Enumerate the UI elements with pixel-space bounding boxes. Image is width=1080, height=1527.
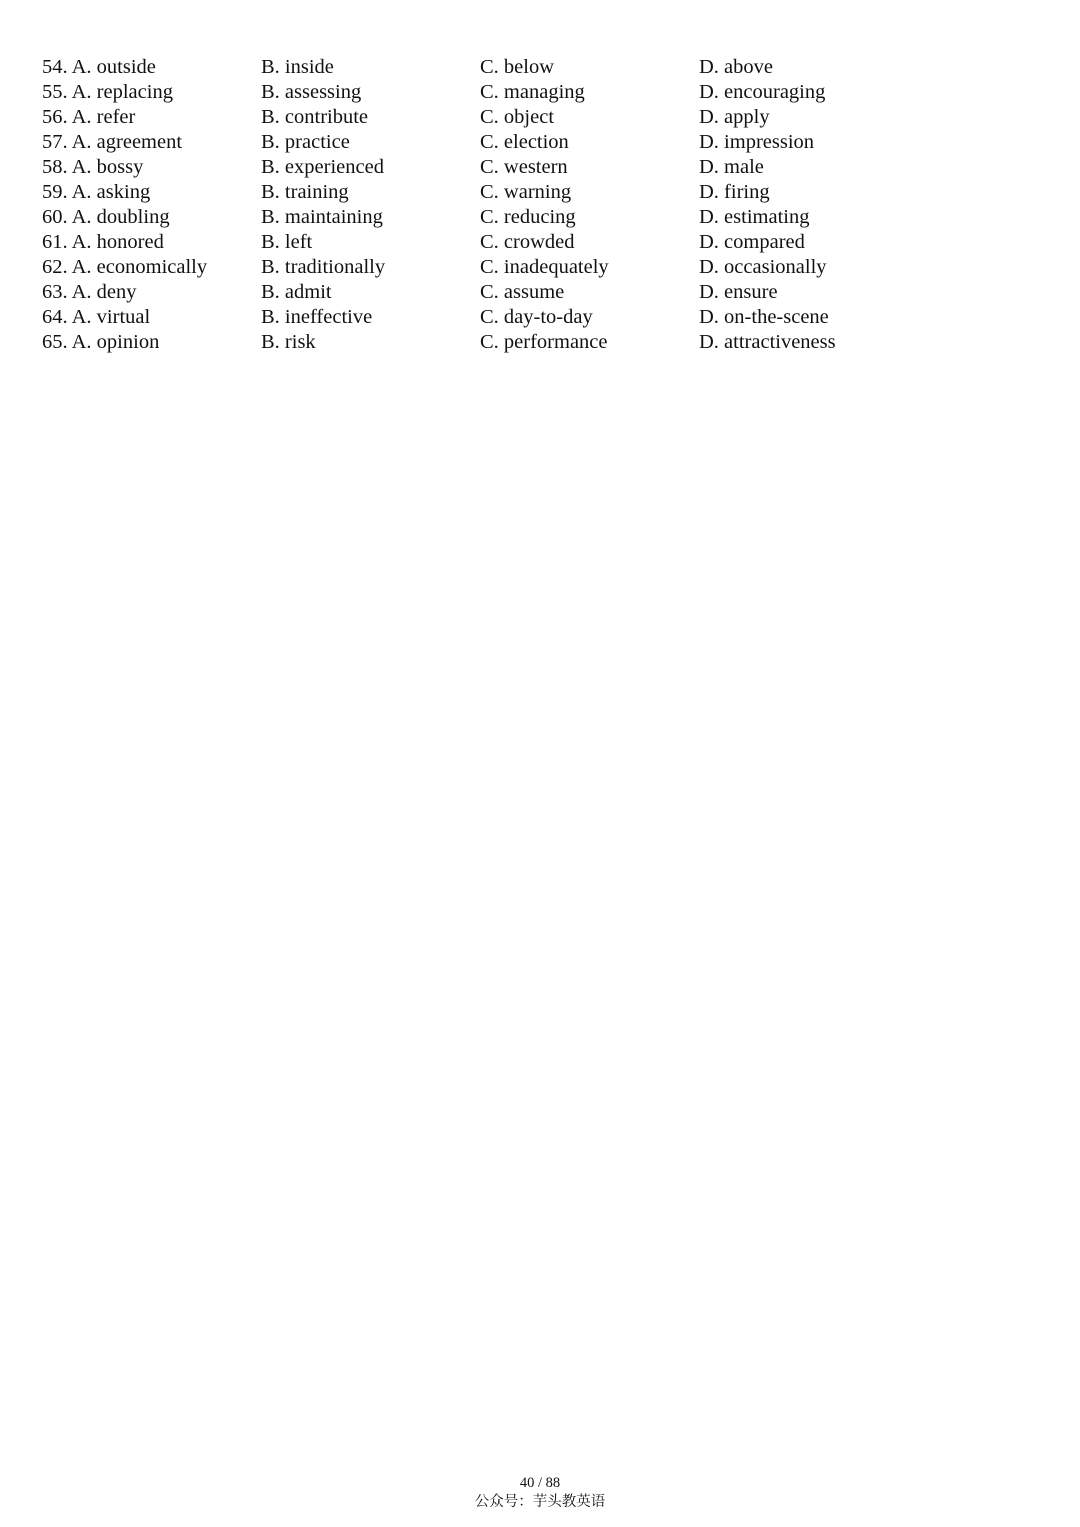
question-row-64 [42,305,942,330]
option-a [42,180,261,205]
option-b: B. practice [261,131,350,153]
option-b: B. ineffective [261,306,373,328]
option-c: C. managing [480,81,585,103]
option-a-text: A. economically [71,256,208,278]
option-a-text: A. refer [71,106,136,128]
question-number: 56. [42,106,68,128]
question-row-62 [42,255,942,280]
option-c: C. election [480,131,569,153]
option-a [42,105,261,130]
question-number: 58. [42,156,68,178]
question-number: 62. [42,256,68,278]
option-d: D. apply [699,106,770,128]
option-b: B. risk [261,331,316,353]
option-a-text: A. doubling [71,206,170,228]
option-d: D. attractiveness [699,331,836,353]
option-b: B. contribute [261,106,369,128]
page-footer [0,1474,1080,1512]
question-row-56 [42,105,942,130]
option-b: B. maintaining [261,206,383,228]
question-number: 54. [42,56,68,78]
option-d: D. above [699,56,774,78]
question-row-57 [42,130,942,155]
question-row-60 [42,205,942,230]
question-row-59 [42,180,942,205]
option-c: C. object [480,106,555,128]
option-a-text: A. asking [71,181,151,203]
question-number: 61. [42,231,68,253]
option-a [42,305,261,330]
option-a-text: A. replacing [71,81,173,103]
option-c: C. warning [480,181,572,203]
option-a-text: A. deny [71,281,137,303]
option-a [42,55,261,80]
question-row-58 [42,155,942,180]
wechat-account-label: 公众号：芋头教英语 [474,1494,606,1510]
option-c: C. assume [480,281,565,303]
page-number: 40 / 88 [519,1475,561,1491]
option-d: D. impression [699,131,815,153]
option-a-text: A. agreement [71,131,183,153]
option-d: D. on-the-scene [699,306,829,328]
option-b: B. training [261,181,349,203]
question-number: 59. [42,181,68,203]
option-b: B. left [261,231,313,253]
option-c: C. crowded [480,231,575,253]
option-d: D. occasionally [699,256,827,278]
option-d: D. encouraging [699,81,826,103]
option-d: D. male [699,156,764,178]
option-c: C. reducing [480,206,576,228]
question-number: 60. [42,206,68,228]
question-number: 57. [42,131,68,153]
option-a-text: A. honored [71,231,164,253]
option-a [42,280,261,305]
option-a [42,330,261,355]
option-c: C. inadequately [480,256,609,278]
option-d: D. compared [699,231,805,253]
option-b: B. assessing [261,81,362,103]
option-a [42,130,261,155]
option-c: C. below [480,56,555,78]
option-a-text: A. opinion [71,331,160,353]
option-c: C. day-to-day [480,306,593,328]
option-b: B. traditionally [261,256,386,278]
option-a-text: A. outside [71,56,156,78]
option-a-text: A. bossy [71,156,144,178]
question-row-63 [42,280,942,305]
option-d: D. firing [699,181,770,203]
question-number: 65. [42,331,68,353]
question-number: 55. [42,81,68,103]
question-row-55 [42,80,942,105]
option-b: B. experienced [261,156,384,178]
question-list [42,55,942,355]
option-a-text: A. virtual [71,306,151,328]
option-a [42,155,261,180]
question-row-65 [42,330,942,355]
option-c: C. western [480,156,568,178]
option-a [42,205,261,230]
option-a [42,80,261,105]
option-d: D. ensure [699,281,778,303]
option-b: B. admit [261,281,332,303]
option-c: C. performance [480,331,608,353]
option-a [42,230,261,255]
question-number: 63. [42,281,68,303]
question-row-61 [42,230,942,255]
question-row-54 [42,55,942,80]
question-number: 64. [42,306,68,328]
option-d: D. estimating [699,206,810,228]
option-a [42,255,261,280]
option-b: B. inside [261,56,334,78]
